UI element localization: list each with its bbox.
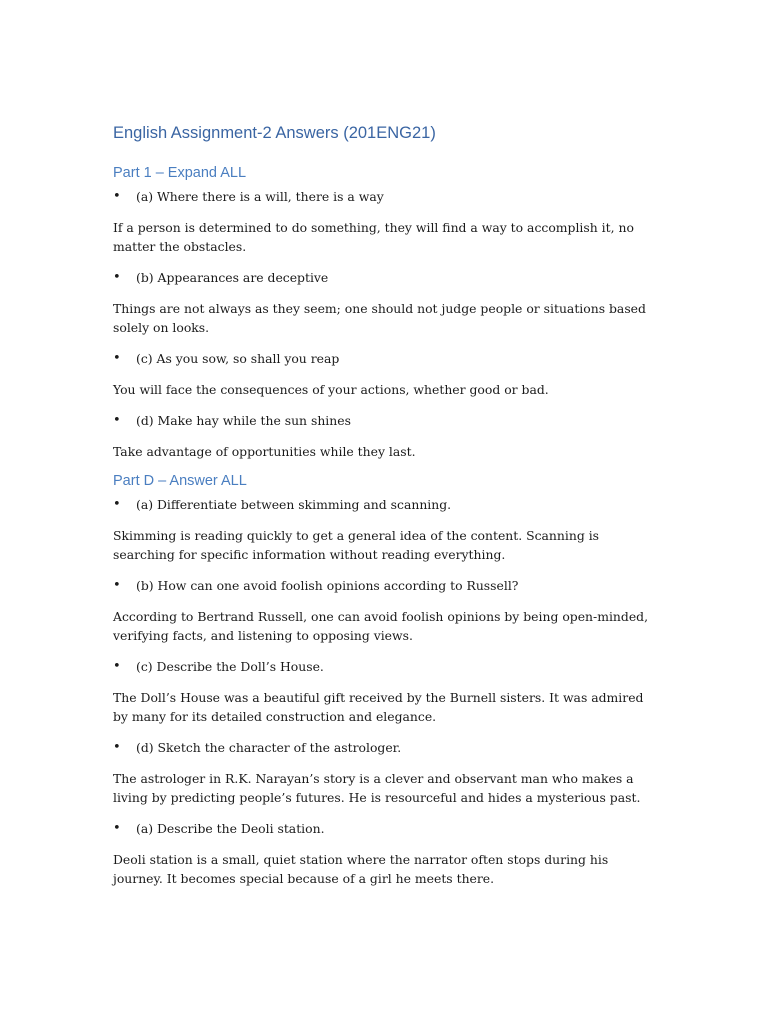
question-text: (a) Describe the Deoli station. [136, 821, 325, 836]
section-part-d [113, 473, 658, 888]
question-item [113, 819, 658, 838]
question-text: (c) As you sow, so shall you reap [136, 351, 340, 366]
bullet-icon: • [113, 497, 121, 512]
document-title: English Assignment-2 Answers (201ENG21) [113, 124, 436, 142]
question-item [113, 187, 658, 206]
answer-text: You will face the consequences of your actions, whether good or bad. [113, 382, 549, 397]
answer-text: Deoli station is a small, quiet station where the narrator often stops during his journey. It becomes special because of a girl he meets there. [113, 852, 609, 886]
section-heading: Part 1 – Expand ALL [113, 165, 247, 181]
question-text: (d) Sketch the character of the astrologer. [136, 740, 402, 755]
bullet-icon: • [113, 659, 121, 674]
answer-text: The Doll’s House was a beautiful gift received by the Burnell sisters. It was admired by many for its detailed construction and elegance. [113, 690, 644, 724]
question-item [113, 738, 658, 757]
bullet-icon: • [113, 413, 121, 428]
answer-text: Take advantage of opportunities while they last. [113, 444, 416, 459]
question-item [113, 411, 658, 430]
section-part-1 [113, 165, 658, 461]
answer-text: The astrologer in R.K. Narayan’s story is a clever and observant man who makes a living by predicting people’s futures. He is resourceful and hides a mysterious past. [113, 771, 641, 805]
question-text: (c) Describe the Doll’s House. [136, 659, 324, 674]
bullet-icon: • [113, 740, 121, 755]
bullet-icon: • [113, 351, 121, 366]
question-text: (a) Differentiate between skimming and scanning. [136, 497, 452, 512]
section-heading: Part D – Answer ALL [113, 473, 247, 489]
answer-text: According to Bertrand Russell, one can avoid foolish opinions by being open-minded, verifying facts, and listening to opposing views. [113, 609, 649, 643]
answer-text: Things are not always as they seem; one should not judge people or situations based solely on looks. [113, 301, 646, 335]
question-text: (b) How can one avoid foolish opinions according to Russell? [136, 578, 519, 593]
answer-text: If a person is determined to do something, they will find a way to accomplish it, no matter the obstacles. [113, 220, 634, 254]
question-item [113, 576, 658, 595]
question-item [113, 349, 658, 368]
answer-text: Skimming is reading quickly to get a general idea of the content. Scanning is searching for specific information without reading everything. [113, 528, 600, 562]
bullet-icon: • [113, 189, 121, 204]
question-text: (a) Where there is a will, there is a way [136, 189, 384, 204]
bullet-icon: • [113, 821, 121, 836]
question-item [113, 495, 658, 514]
question-text: (d) Make hay while the sun shines [136, 413, 351, 428]
question-text: (b) Appearances are deceptive [136, 270, 329, 285]
question-item [113, 268, 658, 287]
bullet-icon: • [113, 270, 121, 285]
question-item [113, 657, 658, 676]
bullet-icon: • [113, 578, 121, 593]
